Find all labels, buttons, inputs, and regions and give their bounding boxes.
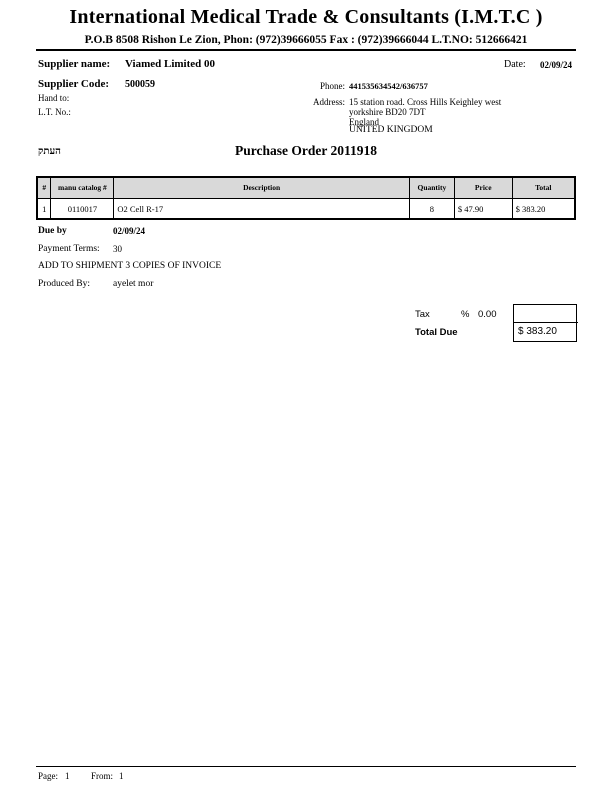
company-title: International Medical Trade & Consultants (I.M.T.C ) bbox=[69, 6, 543, 28]
address-line-3: England bbox=[349, 117, 379, 127]
payment-terms-label: Payment Terms: bbox=[38, 244, 100, 254]
col-header-total: Total bbox=[512, 177, 575, 199]
address-label: Address: bbox=[313, 97, 345, 107]
col-header-quantity: Quantity bbox=[409, 177, 454, 199]
hand-to-label: Hand to: bbox=[38, 93, 70, 103]
item-number: 1 bbox=[37, 199, 51, 220]
items-table bbox=[36, 176, 576, 220]
tax-percent-label: % bbox=[461, 309, 470, 320]
produced-by-value: ayelet mor bbox=[113, 279, 154, 289]
payment-terms-value: 30 bbox=[113, 244, 122, 254]
item-quantity: 8 bbox=[409, 199, 454, 220]
footer-divider bbox=[36, 766, 576, 767]
address-line-1: 15 station road. Cross Hills Keighley west bbox=[349, 97, 502, 107]
page-label: Page: bbox=[38, 771, 58, 781]
total-due-value: $ 383.20 bbox=[518, 326, 557, 337]
shipment-note: ADD TO SHIPMENT 3 COPIES OF INVOICE bbox=[38, 261, 222, 271]
item-total: $ 383.20 bbox=[512, 199, 575, 220]
address-line-2: yorkshire BD20 7DT bbox=[349, 107, 426, 117]
from-label: From: bbox=[91, 771, 114, 781]
date-label: Date: bbox=[504, 59, 526, 70]
header-divider bbox=[36, 49, 576, 51]
company-contact-line: P.O.B 8508 Rishon Le Zion, Phon: (972)39666055 Fax : (972)39666044 L.T.NO: 512666421 bbox=[84, 34, 528, 46]
total-due-label: Total Due bbox=[415, 327, 458, 338]
supplier-code-label: Supplier Code: bbox=[38, 78, 110, 90]
supplier-name-label: Supplier name: bbox=[38, 58, 111, 70]
col-header-description: Description bbox=[114, 177, 410, 199]
supplier-name-value: Viamed Limited 00 bbox=[125, 58, 216, 70]
table-header-row bbox=[37, 177, 575, 199]
due-by-value: 02/09/24 bbox=[113, 226, 146, 236]
supplier-code-value: 500059 bbox=[125, 79, 155, 90]
due-by-label: Due by bbox=[38, 226, 67, 236]
copy-text-hebrew: העתק bbox=[38, 146, 61, 157]
phone-label: Phone: bbox=[319, 81, 345, 91]
phone-value: 441535634542/636757 bbox=[349, 81, 428, 91]
address-value bbox=[349, 97, 559, 127]
date-value: 02/09/24 bbox=[540, 60, 573, 70]
item-description: O2 Cell R-17 bbox=[114, 199, 410, 220]
totals-box-divider bbox=[513, 322, 578, 323]
col-header-number: # bbox=[37, 177, 51, 199]
produced-by-label: Produced By: bbox=[38, 279, 90, 289]
country-value: UNITED KINGDOM bbox=[349, 125, 433, 135]
purchase-order-title: Purchase Order 2011918 bbox=[235, 143, 377, 158]
col-header-price: Price bbox=[454, 177, 512, 199]
table-row bbox=[37, 199, 575, 220]
item-price: $ 47.90 bbox=[454, 199, 512, 220]
tax-label: Tax bbox=[415, 309, 430, 320]
page-value: 1 bbox=[65, 771, 70, 781]
lt-no-label: L.T. No.: bbox=[38, 107, 71, 117]
col-header-manu-catalog: manu catalog # bbox=[51, 177, 114, 199]
from-value: 1 bbox=[119, 771, 124, 781]
item-catalog: 0110017 bbox=[51, 199, 114, 220]
tax-value: 0.00 bbox=[478, 309, 497, 320]
